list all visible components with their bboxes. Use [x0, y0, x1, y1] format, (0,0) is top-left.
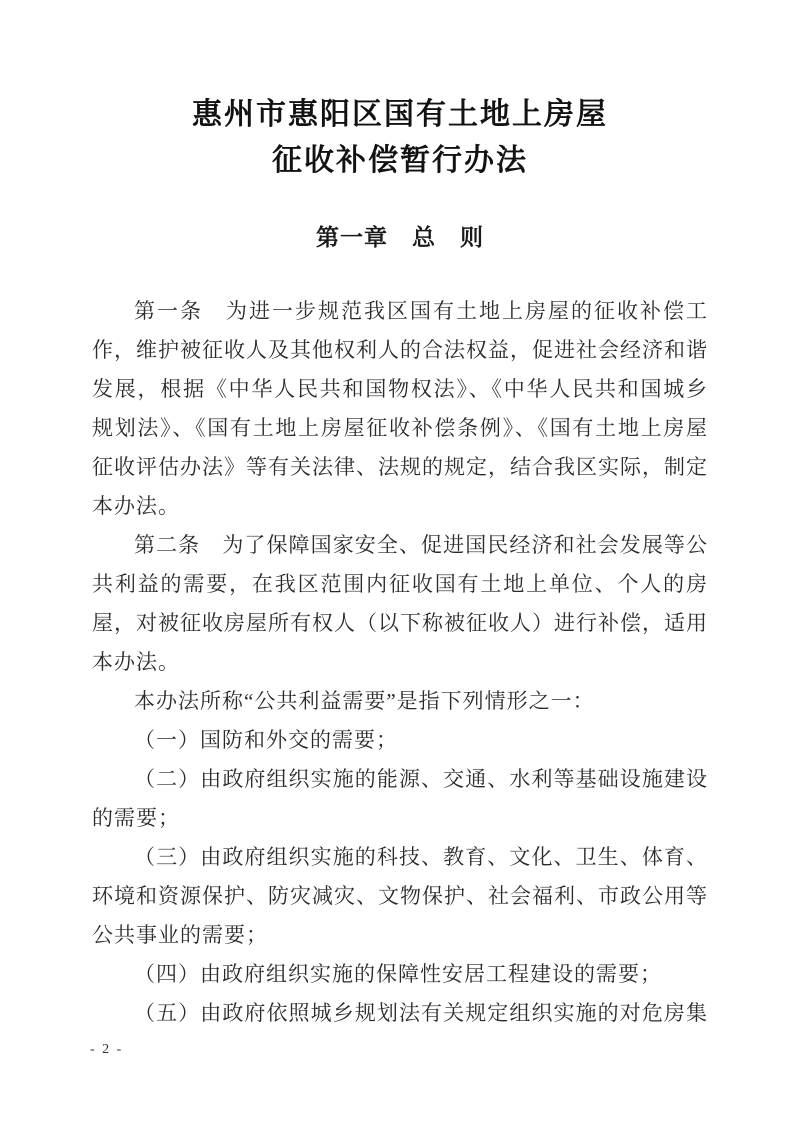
paragraph-item-3: （三）由政府组织实施的科技、教育、文化、卫生、体育、环境和资源保护、防灾减灾、文物保护、社会福利、市政公用等公共事业的需要；	[92, 845, 708, 947]
paragraph-item-4: （四）由政府组织实施的保障性安居工程建设的需要；	[134, 962, 662, 986]
paragraph-article-2: 第二条 为了保障国家安全、促进国民经济和社会发展等公共利益的需要，在我区范围内征收国有土地上单位、个人的房屋，对被征收房屋所有权人（以下称被征收人）进行补偿，适用本办法。	[92, 533, 708, 674]
paragraph-item-2: （二）由政府组织实施的能源、交通、水利等基础设施建设的需要；	[92, 767, 708, 830]
document-title-line-2: 征收补偿暂行办法	[272, 144, 528, 177]
content-area	[92, 0, 708, 1033]
paragraph-item-1: （一）国防和外交的需要；	[134, 728, 398, 752]
document-title	[92, 0, 708, 184]
page-number: - 2 -	[90, 1042, 124, 1057]
paragraph-article-1: 第一条 为进一步规范我区国有土地上房屋的征收补偿工作，维护被征收人及其他权利人的合法权益，促进社会经济和谐发展，根据《中华人民共和国物权法》、《中华人民共和国城乡规划法》、《国有土地上房屋征收补偿条例》、《国有土地上房屋征收评估办法》等有关法律、法规的规定，结合我区实际，制定本办法。	[92, 299, 708, 518]
chapter-heading: 第一章 总 则	[316, 225, 484, 250]
paragraph-item-5-continued: （五）由政府依照城乡规划法有关规定组织实施的对危房集	[134, 1001, 708, 1025]
document-body	[92, 292, 708, 1033]
document-title-line-1: 惠州市惠阳区国有土地上房屋	[192, 98, 608, 131]
paragraph-public-interest-intro: 本办法所称“公共利益需要”是指下列情形之一：	[134, 689, 595, 713]
